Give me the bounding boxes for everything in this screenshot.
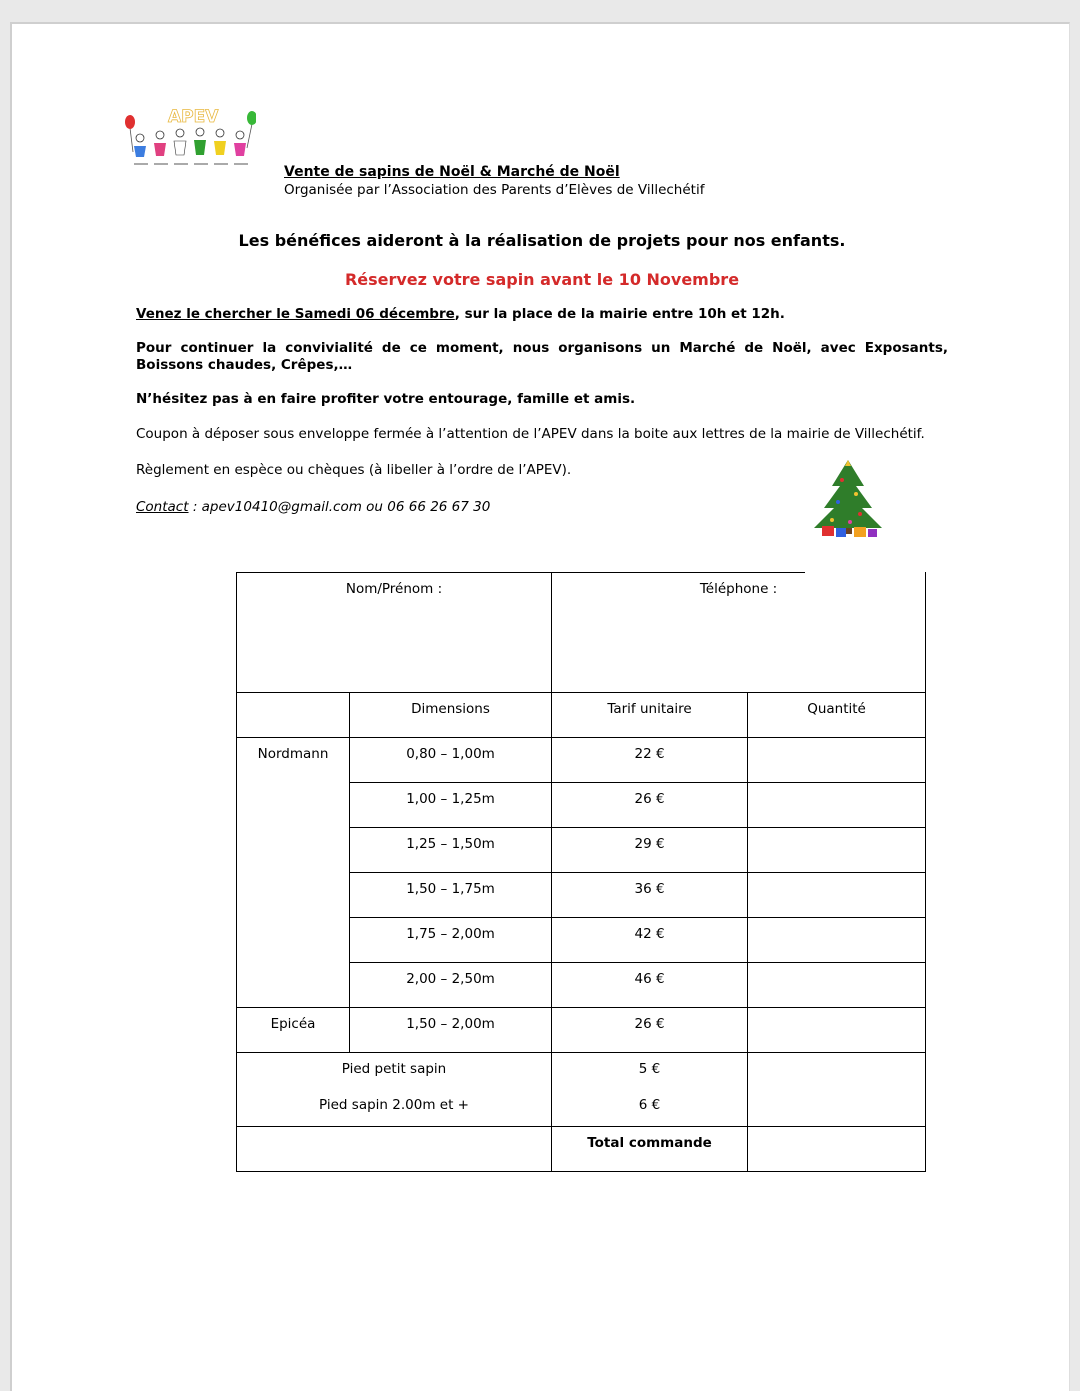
reserve-deadline: Réservez votre sapin avant le 10 Novembre xyxy=(344,270,740,289)
total-row xyxy=(237,1127,926,1172)
total-label: Total commande xyxy=(552,1127,748,1172)
quantity-field[interactable] xyxy=(748,783,926,828)
total-field[interactable] xyxy=(748,1127,926,1172)
document-page xyxy=(10,22,1070,1391)
pickup-date: Venez le chercher le Samedi 06 décembre xyxy=(136,306,455,322)
coupon-paragraph: Coupon à déposer sous enveloppe fermée à l’attention de l’APEV dans la boite aux lettres de la mairie de Villechétif. xyxy=(136,426,925,442)
tarif-cell: 46 € xyxy=(552,963,748,1008)
share-paragraph: N’hésitez pas à en faire profiter votre entourage, famille et amis. xyxy=(136,391,636,407)
market-paragraph: Pour continuer la convivialité de ce moment, nous organisons un Marché de Noël, avec Exposants, Boissons chaudes, Crêpes,… xyxy=(136,340,948,373)
nom-prenom-label: Nom/Prénom : xyxy=(345,581,443,597)
apev-logo xyxy=(118,102,256,168)
tarif-cell: 22 € xyxy=(552,738,748,783)
tarif-cell: 42 € xyxy=(552,918,748,963)
dimension-cell: 1,50 – 1,75m xyxy=(350,873,552,918)
telephone-label: Téléphone : xyxy=(699,581,778,597)
pied-grand-label: Pied sapin 2.00m et + xyxy=(319,1097,469,1113)
pickup-place: , sur la place de la mairie entre 10h et 12h. xyxy=(454,306,785,322)
benefices-heading: Les bénéfices aideront à la réalisation de projets pour nos enfants. xyxy=(238,231,846,250)
dimension-cell: 2,00 – 2,50m xyxy=(350,963,552,1008)
quantity-field[interactable] xyxy=(748,918,926,963)
nordmann-label: Nordmann xyxy=(237,738,350,1008)
order-form-table xyxy=(236,572,926,1172)
christmas-tree-icon xyxy=(802,456,894,540)
quantity-field[interactable] xyxy=(748,1008,926,1053)
payment-paragraph: Règlement en espèce ou chèques (à libeller à l’ordre de l’APEV). xyxy=(136,462,572,478)
pickup-paragraph xyxy=(136,306,948,323)
logo-text: APEV xyxy=(168,107,219,127)
column-header-row xyxy=(237,693,926,738)
dimension-cell: 0,80 – 1,00m xyxy=(350,738,552,783)
tarif-cell: 26 € xyxy=(552,1008,748,1053)
dimension-cell: 1,00 – 1,25m xyxy=(350,783,552,828)
pied-tarifs-cell xyxy=(552,1053,748,1127)
quantity-field[interactable] xyxy=(748,963,926,1008)
contact-label: Contact xyxy=(136,499,189,515)
tarif-cell: 29 € xyxy=(552,828,748,873)
pied-petit-tarif: 5 € xyxy=(638,1061,661,1077)
quantity-field[interactable] xyxy=(748,738,926,783)
dimension-cell: 1,50 – 2,00m xyxy=(350,1008,552,1053)
pied-labels-cell xyxy=(237,1053,552,1127)
contact-row xyxy=(237,573,926,693)
pied-grand-tarif: 6 € xyxy=(638,1097,661,1113)
contact-value: : apev10410@gmail.com ou 06 66 26 67 30 xyxy=(188,499,491,515)
epicea-label: Epicéa xyxy=(237,1008,350,1053)
tarif-header: Tarif unitaire xyxy=(552,693,748,738)
empty-total-cell xyxy=(237,1127,552,1172)
tarif-cell: 36 € xyxy=(552,873,748,918)
table-row xyxy=(237,738,926,783)
quantity-field[interactable] xyxy=(748,1053,926,1127)
quantity-field[interactable] xyxy=(748,828,926,873)
dimensions-header: Dimensions xyxy=(350,693,552,738)
telephone-field[interactable] xyxy=(552,573,926,693)
dimension-cell: 1,75 – 2,00m xyxy=(350,918,552,963)
logo-children xyxy=(134,128,248,164)
quantite-header: Quantité xyxy=(748,693,926,738)
document-title: Vente de sapins de Noël & Marché de Noël xyxy=(284,164,620,180)
table-row xyxy=(237,1008,926,1053)
document-subtitle: Organisée par l’Association des Parents d’Elèves de Villechétif xyxy=(284,182,705,198)
table-border-gap xyxy=(805,568,925,575)
nom-prenom-field[interactable] xyxy=(237,573,552,693)
quantity-field[interactable] xyxy=(748,873,926,918)
dimension-cell: 1,25 – 1,50m xyxy=(350,828,552,873)
pied-row xyxy=(237,1053,926,1127)
tarif-cell: 26 € xyxy=(552,783,748,828)
pied-petit-label: Pied petit sapin xyxy=(341,1061,447,1077)
empty-header-cell xyxy=(237,693,350,738)
